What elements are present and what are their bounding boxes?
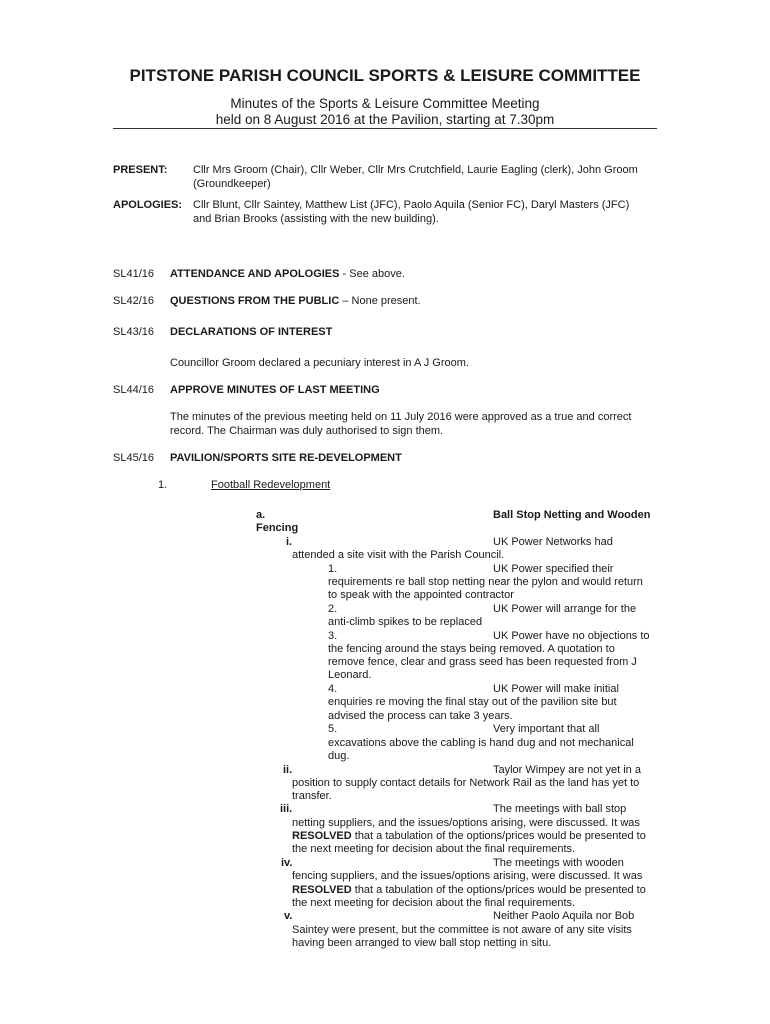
sub-point-number: 5. [328,723,338,735]
document-subtitle: Minutes of the Sports & Leisure Committee Meeting [230,96,540,111]
present-list-line-2: (Groundkeeper) [193,178,271,190]
item-heading-declarations: DECLARATIONS OF INTEREST [170,326,333,338]
item-number: SL43/16 [113,326,154,338]
item-number: SL41/16 [113,268,154,280]
point-text: the next meeting for decision about the final requirements. [292,897,576,909]
sub-point-text: remove fence, clear and grass seed has been requested from J [328,656,637,668]
item-number: SL45/16 [113,452,154,464]
item-number: SL42/16 [113,295,154,307]
sub-point-text: UK Power will arrange for the [493,603,637,615]
minutes-text-line-2: record. The Chairman was duly authorised to sign them. [170,425,444,437]
roman-numeral: v. [284,910,293,922]
apologies-label: APOLOGIES: [113,199,183,211]
apologies-list-line-1: Cllr Blunt, Cllr Saintey, Matthew List (JFC), Paolo Aquila (Senior FC), Daryl Masters (JFC) [193,199,630,211]
point-text: netting suppliers, and the issues/options arising, were discussed. It was [292,817,640,829]
point-text: Saintey were present, but the committee is not aware of any site visits [292,924,632,936]
point-text: The meetings with wooden [493,857,624,869]
sub-point-text: excavations above the cabling is hand dug and not mechanical [328,737,634,749]
item-heading-attendance: ATTENDANCE AND APOLOGIES - See above. [170,268,405,280]
point-text: the next meeting for decision about the final requirements. [292,843,576,855]
point-text: transfer. [292,790,332,802]
roman-numeral: i. [286,536,293,548]
point-text: fencing suppliers, and the issues/options arising, were discussed. It was [292,870,643,882]
item-heading-questions: QUESTIONS FROM THE PUBLIC – None present. [170,295,421,307]
sub-point-text: UK Power specified their [493,563,614,575]
sub-point-text: UK Power will make initial [493,683,619,695]
present-list-line-1: Cllr Mrs Groom (Chair), Cllr Weber, Cllr Mrs Crutchfield, Laurie Eagling (clerk), John Groom [193,164,638,176]
roman-numeral: ii. [283,764,293,776]
sub-point-number: 4. [328,683,338,695]
point-text: Taylor Wimpey are not yet in a [493,764,641,776]
subsection-letter: a. [256,509,266,521]
point-text: attended a site visit with the Parish Council. [292,549,505,561]
point-text: position to supply contact details for Network Rail as the land has yet to [292,777,640,789]
document-title: PITSTONE PARISH COUNCIL SPORTS & LEISURE COMMITTEE [129,66,641,85]
sub-point-text: Very important that all [493,723,600,735]
sub-point-text: dug. [328,750,350,762]
point-text: having been arranged to view ball stop netting in situ. [292,937,552,949]
roman-numeral: iii. [280,803,293,815]
sub-point-text: requirements re ball stop netting near the pylon and would return [328,576,643,588]
apologies-list-line-2: and Brian Brooks (assisting with the new building). [193,213,439,225]
point-text: Neither Paolo Aquila nor Bob [493,910,635,922]
sub-point-text: to speak with the appointed contractor [328,589,514,601]
sub-point-text: Leonard. [328,669,372,681]
present-label: PRESENT: [113,164,168,176]
meeting-details: held on 8 August 2016 at the Pavilion, starting at 7.30pm [215,112,555,127]
sub-point-number: 2. [328,603,338,615]
item-heading-minutes: APPROVE MINUTES OF LAST MEETING [170,384,380,396]
point-text-resolved: RESOLVED that a tabulation of the options/prices would be presented to [292,884,646,896]
subsection-title: Ball Stop Netting and Wooden [493,509,651,521]
item-heading-pavilion: PAVILION/SPORTS SITE RE-DEVELOPMENT [170,452,402,464]
sub-point-text: advised the process can take 3 years. [328,710,513,722]
subsection-title-cont: Fencing [256,522,299,534]
sub-point-text: enquiries re moving the final stay out of the pavilion site but [328,696,617,708]
section-title-football: Football Redevelopment [211,479,331,491]
point-text-resolved: RESOLVED that a tabulation of the options/prices would be presented to [292,830,646,842]
sub-point-text: the fencing around the stays being removed. A quotation to [328,643,615,655]
point-text: The meetings with ball stop [493,803,627,815]
declarations-text: Councillor Groom declared a pecuniary interest in A J Groom. [170,357,469,369]
minutes-text-line-1: The minutes of the previous meeting held on 11 July 2016 were approved as a true and correct [170,411,632,423]
sub-point-number: 1. [328,563,338,575]
sub-point-text: anti-climb spikes to be replaced [328,616,483,628]
section-number: 1. [158,479,168,491]
item-number: SL44/16 [113,384,154,396]
header-divider [113,128,657,129]
point-text: UK Power Networks had [493,536,613,548]
sub-point-text: UK Power have no objections to [493,630,650,642]
sub-point-number: 3. [328,630,338,642]
roman-numeral: iv. [281,857,293,869]
